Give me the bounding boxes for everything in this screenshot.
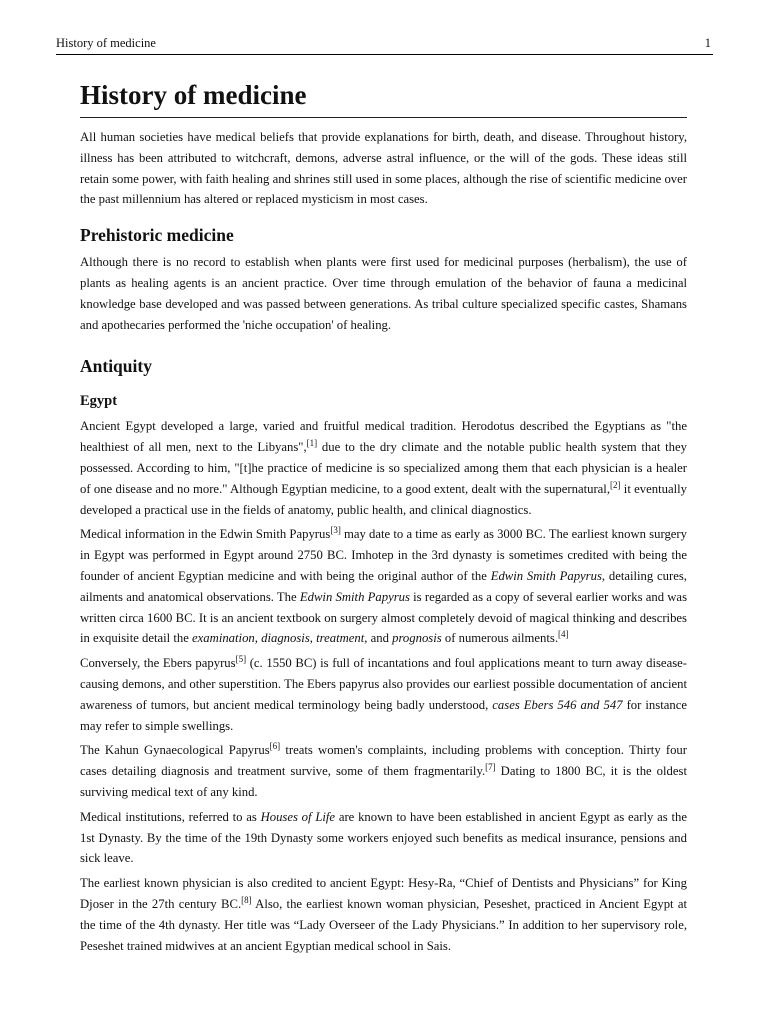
paragraph-text: due to the dry climate and the notable public health system that they possessed. According to him, "[t]he practice of medicine is so specialized among them that each physician is a healer of one disease and no more." Although Egyptian medicine, to a good extent, dealt with the supernatural, bbox=[80, 440, 687, 496]
egypt-paragraph-6 bbox=[80, 873, 687, 956]
egypt-paragraph-5 bbox=[80, 807, 687, 869]
citation-link-3[interactable]: [3] bbox=[330, 525, 341, 536]
heading-prehistoric-medicine: Prehistoric medicine bbox=[80, 225, 234, 246]
paragraph-text: may date to a time as early as 3000 BC. The earliest known surgery in Egypt was performed in Egypt around 2750 BC. Imhotep in the 3rd dynasty is sometimes credited with being the founder of ancient Egyptian medicine and with being the original author of the bbox=[80, 527, 687, 583]
citation-link-2[interactable]: [2] bbox=[610, 479, 621, 490]
egypt-paragraph-2 bbox=[80, 524, 687, 649]
citation-link-8[interactable]: [8] bbox=[241, 894, 252, 905]
egypt-paragraph-1 bbox=[80, 416, 687, 520]
paragraph-text: , detailing cures, ailments and anatomical observations. The bbox=[80, 568, 687, 604]
egypt-paragraph-3 bbox=[80, 653, 687, 736]
paragraph-text: Medical institutions, referred to as bbox=[80, 809, 261, 824]
page-title: History of medicine bbox=[80, 72, 687, 118]
italic-term: examination, diagnosis, treatment, bbox=[192, 631, 368, 646]
italic-term: prognosis bbox=[392, 631, 442, 646]
prehistoric-paragraph: Although there is no record to establish when plants were first used for medicinal purposes (herbalism), the use of plants as healing agents is an ancient practice. Over time through emulation of the behavior of fauna a medicinal knowledge base developed and was passed between generations. As tribal culture specialized specific castes, Shamans and apothecaries performed the 'niche occupation' of healing. bbox=[80, 255, 687, 332]
citation-link-1[interactable]: [1] bbox=[306, 438, 318, 449]
italic-term: Edwin Smith Papyrus bbox=[490, 568, 602, 583]
paragraph-text: and bbox=[367, 631, 393, 646]
running-title: History of medicine bbox=[56, 36, 156, 50]
paragraph-text: Medical information in the Edwin Smith Papyrus bbox=[80, 527, 331, 542]
paragraph-text: it eventually developed a practical use in the fields of anatomy, public health, and clinical diagnostics. bbox=[80, 481, 687, 517]
paragraph-text: treats women's complaints, including problems with conception. Thirty four cases detailing diagnosis and treatment survive, some of them fragmentarily. bbox=[80, 743, 688, 779]
paragraph-text: Dating to 1800 BC, it is the oldest surviving medical text of any kind. bbox=[80, 764, 687, 799]
italic-term: cases Ebers 546 and 547 bbox=[492, 697, 623, 712]
paragraph-text: The Kahun Gynaecological Papyrus bbox=[80, 743, 270, 758]
italic-term: Houses of Life bbox=[260, 809, 336, 824]
egypt-paragraph-4 bbox=[80, 740, 687, 802]
intro-paragraph: All human societies have medical beliefs that provide explanations for birth, death, and disease. Throughout history, illness has been attributed to witchcraft, demons, adverse astral influence, or the will of the gods. These ideas still retain some power, with faith healing and shrines still used in some places, although the rise of scientific medicine over the past millennium has altered or replaced mysticism in most cases. bbox=[80, 130, 687, 207]
paragraph-text: Ancient Egypt developed a large, varied and fruitful medical tradition. Herodotus described the Egyptians as "the healthiest of all men, next to the Libyans", bbox=[80, 419, 687, 455]
heading-antiquity: Antiquity bbox=[80, 356, 152, 377]
paragraph-text: Conversely, the Ebers papyrus bbox=[80, 656, 236, 671]
paragraph-text: for instance may refer to simple swellings. bbox=[80, 697, 687, 733]
page-header bbox=[56, 37, 713, 55]
paragraph-text: (c. 1550 BC) is full of incantations and foul applications meant to turn away disease-causing demons, and other superstition. The Ebers papyrus also provides our earliest possible documentation of ancient awareness of tumors, but ancient medical terminology being badly understood, bbox=[80, 656, 687, 712]
italic-term: Edwin Smith Papyrus bbox=[299, 589, 410, 604]
citation-link-4[interactable]: [4] bbox=[558, 629, 569, 640]
paragraph-text: Also, the earliest known woman physician, Peseshet, practiced in Ancient Egypt at the time of the 4th dynasty. Her title was “Lady Overseer of the Lady Physicians.” In addition to her supervisory role, Peseshet trained midwives at an ancient Egyptian medical school in Sais. bbox=[80, 896, 687, 953]
paragraph-text: is regarded as a copy of several earlier works and was written circa 1600 BC. It is an ancient textbook on surgery almost completely devoid of magical thinking and describes in exquisite detail the bbox=[80, 589, 688, 646]
citation-link-6[interactable]: [6] bbox=[269, 741, 281, 752]
page-number: 1 bbox=[704, 36, 711, 50]
citation-link-7[interactable]: [7] bbox=[485, 762, 496, 773]
paragraph-text: of numerous ailments. bbox=[441, 631, 558, 646]
paragraph-text: The earliest known physician is also credited to ancient Egypt: Hesy-Ra, “Chief of Dentists and Physicians” for King Djoser in the 27th century BC. bbox=[80, 876, 687, 911]
article-body bbox=[80, 72, 687, 956]
citation-link-5[interactable]: [5] bbox=[235, 654, 247, 665]
heading-egypt: Egypt bbox=[80, 393, 118, 410]
paragraph-text: are known to have been established in ancient Egypt as early as the 1st Dynasty. By the time of the 19th Dynasty some workers enjoyed such benefits as medical insurance, pensions and sick leave. bbox=[80, 809, 687, 866]
